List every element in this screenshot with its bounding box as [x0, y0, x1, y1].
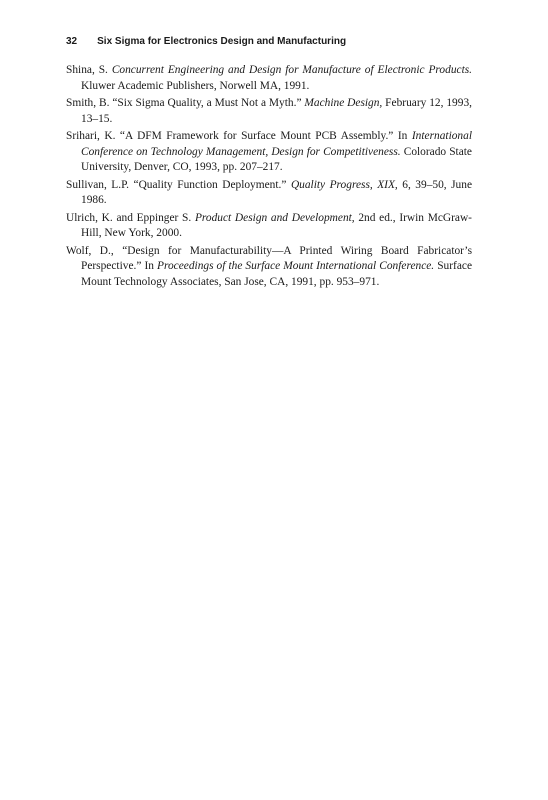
reference-title: Quality Progress, XIX, — [290, 178, 398, 191]
reference-title: Proceedings of the Surface Mount International Conference. — [157, 260, 435, 272]
reference-list — [66, 63, 472, 290]
reference-entry — [66, 96, 472, 127]
reference-title: International Conference on Technology Management, Design for Competitiveness. — [81, 130, 472, 158]
running-header — [66, 36, 472, 47]
reference-text: Shina, S. — [66, 64, 112, 76]
reference-text: Surface Mount Technology Associates, San Jose, CA, 1991, pp. 953–971. — [81, 260, 473, 288]
reference-text: Wolf, D., “Design for Manufacturability—A Printed Wiring Board Fabricator’s Perspective.” In — [66, 244, 472, 272]
page-number: 32 — [66, 36, 78, 47]
reference-text: Smith, B. “Six Sigma Quality, a Must Not a Myth.” — [66, 97, 305, 109]
reference-entry — [66, 244, 472, 291]
reference-text: Colorado State University, Denver, CO, 1993, pp. 207–217. — [81, 145, 472, 173]
reference-title: Concurrent Engineering and Design for Manufacture of Electronic Products. — [111, 64, 473, 76]
reference-title: Product Design and Development, — [194, 211, 355, 224]
reference-text: Srihari, K. “A DFM Framework for Surface Mount PCB Assembly.” In — [66, 130, 412, 142]
reference-title: Machine Design, — [304, 97, 383, 109]
reference-entry — [66, 63, 472, 94]
reference-text: Sullivan, L.P. “Quality Function Deployment.” — [66, 178, 291, 191]
reference-entry — [66, 129, 472, 176]
reference-text: February 12, 1993, 13–15. — [81, 97, 472, 125]
reference-entry — [66, 178, 472, 209]
reference-text: Ulrich, K. and Eppinger S. — [66, 211, 195, 224]
reference-entry — [66, 211, 472, 242]
page — [66, 36, 472, 292]
reference-text: Kluwer Academic Publishers, Norwell MA, 1991. — [81, 79, 310, 92]
running-title: Six Sigma for Electronics Design and Manufacturing — [97, 36, 347, 47]
reference-text: 6, 39–50, June 1986. — [81, 178, 472, 206]
reference-text: 2nd ed., Irwin McGraw-Hill, New York, 2000. — [81, 211, 472, 239]
